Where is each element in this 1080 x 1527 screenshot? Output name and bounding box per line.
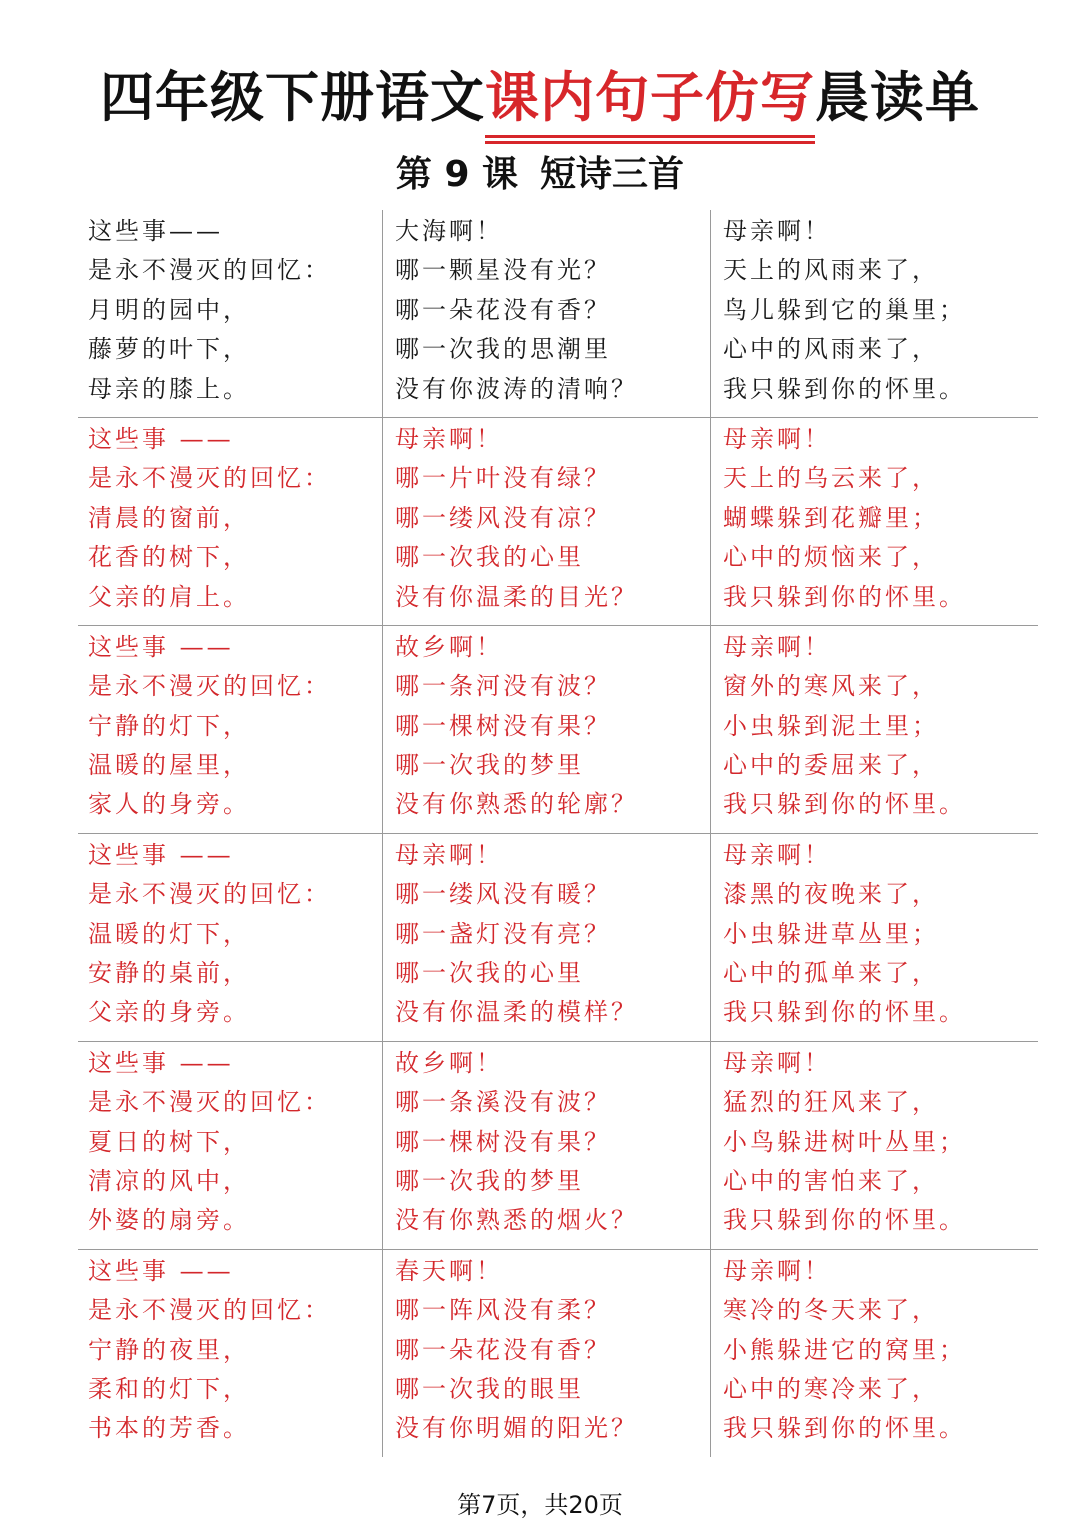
poem-line: 心中的寒冷来了，	[723, 1374, 939, 1403]
poem-three-cell	[710, 1042, 1038, 1249]
poem-line: 心中的风雨来了，	[723, 335, 939, 364]
poem-line: 这些事 ——	[88, 1048, 234, 1077]
poem-line: 心中的害怕来了，	[723, 1166, 939, 1195]
poem-three-cell	[710, 626, 1038, 833]
poem-two-cell	[382, 626, 710, 833]
poem-line: 哪一棵树没有果？	[395, 1127, 611, 1156]
poem-line: 蝴蝶躲到花瓣里；	[723, 503, 939, 532]
poem-line: 哪一次我的眼里	[395, 1374, 584, 1403]
poem-line: 是永不漫灭的回忆：	[88, 1088, 331, 1117]
poem-line: 鸟儿躲到它的巢里；	[723, 295, 966, 324]
poem-one-cell	[78, 1250, 382, 1457]
poem-line: 哪一颗星没有光？	[395, 256, 611, 285]
lesson-heading	[0, 150, 1080, 200]
imitation-poem-row	[78, 834, 1038, 1042]
poem-line: 母亲啊！	[723, 424, 831, 453]
poem-line: 哪一次我的心里	[395, 543, 584, 572]
poem-line: 小鸟躲进树叶丛里；	[723, 1127, 966, 1156]
poem-line: 母亲的膝上。	[88, 374, 250, 403]
poem-line: 故乡啊！	[395, 632, 503, 661]
poem-line: 哪一次我的梦里	[395, 751, 584, 780]
poem-one-cell	[78, 210, 382, 417]
poem-line: 小熊躲进它的窝里；	[723, 1335, 966, 1364]
poem-line: 心中的孤单来了，	[723, 959, 939, 988]
poem-line: 柔和的灯下，	[88, 1374, 250, 1403]
poem-table	[78, 210, 1038, 1457]
poem-line: 我只躲到你的怀里。	[723, 998, 966, 1027]
poem-line: 故乡啊！	[395, 1048, 503, 1077]
title-part-1: 四年级下册语文	[100, 66, 485, 129]
poem-line: 哪一次我的梦里	[395, 1166, 584, 1195]
poem-line: 夏日的树下，	[88, 1127, 250, 1156]
poem-line: 这些事 ——	[88, 840, 234, 869]
poem-two-cell	[382, 834, 710, 1041]
poem-line: 哪一条河没有波？	[395, 672, 611, 701]
poem-line: 天上的乌云来了，	[723, 464, 939, 493]
poem-line: 这些事——	[88, 217, 223, 245]
imitation-poem-row	[78, 418, 1038, 626]
imitation-poem-row	[78, 1042, 1038, 1250]
poem-line: 哪一次我的思潮里	[395, 335, 611, 364]
poem-line: 春天啊！	[395, 1256, 503, 1285]
poem-line: 哪一缕风没有凉？	[395, 503, 611, 532]
page-indicator: 第7页，共20页	[457, 1491, 623, 1519]
poem-line: 藤萝的叶下，	[88, 335, 250, 364]
poem-line: 我只躲到你的怀里。	[723, 1206, 966, 1235]
poem-line: 是永不漫灭的回忆：	[88, 464, 331, 493]
poem-line: 父亲的身旁。	[88, 998, 250, 1027]
poem-line: 天上的风雨来了，	[723, 256, 939, 285]
imitation-poem-row	[78, 1250, 1038, 1457]
poem-line: 是永不漫灭的回忆：	[88, 880, 331, 909]
poem-line: 父亲的肩上。	[88, 582, 250, 611]
lesson-number: 第 9 课	[395, 154, 519, 195]
poem-line: 我只躲到你的怀里。	[723, 790, 966, 819]
poem-line: 是永不漫灭的回忆：	[88, 1296, 331, 1325]
poem-one-cell	[78, 418, 382, 625]
poem-line: 没有你温柔的模样？	[395, 998, 638, 1027]
poem-line: 母亲啊！	[395, 424, 503, 453]
poem-line: 哪一朵花没有香？	[395, 1335, 611, 1364]
poem-line: 心中的烦恼来了，	[723, 543, 939, 572]
title-part-3: 晨读单	[815, 66, 980, 129]
poem-three-cell	[710, 834, 1038, 1041]
poem-line: 母亲啊！	[723, 840, 831, 869]
poem-line: 宁静的灯下，	[88, 711, 250, 740]
poem-line: 温暖的屋里，	[88, 751, 250, 780]
poem-one-cell	[78, 1042, 382, 1249]
poem-line: 没有你熟悉的轮廓？	[395, 790, 638, 819]
original-poem-row	[78, 210, 1038, 418]
lesson-name: 短诗三首	[540, 154, 685, 195]
poem-line: 清凉的风中，	[88, 1166, 250, 1195]
poem-line: 书本的芳香。	[88, 1414, 250, 1443]
poem-line: 这些事 ——	[88, 424, 234, 453]
poem-line: 没有你波涛的清响？	[395, 374, 638, 403]
poem-line: 母亲啊！	[723, 632, 831, 661]
title-highlight: 课内句子仿写	[485, 62, 815, 134]
poem-line: 外婆的扇旁。	[88, 1206, 250, 1235]
poem-line: 哪一缕风没有暖？	[395, 880, 611, 909]
poem-line: 哪一片叶没有绿？	[395, 464, 611, 493]
poem-line: 哪一盏灯没有亮？	[395, 919, 611, 948]
page-title	[0, 62, 1080, 134]
poem-two-cell	[382, 418, 710, 625]
poem-line: 大海啊！	[395, 217, 503, 245]
poem-line: 温暖的灯下，	[88, 919, 250, 948]
poem-line: 哪一棵树没有果？	[395, 711, 611, 740]
poem-line: 寒冷的冬天来了，	[723, 1296, 939, 1325]
poem-line: 花香的树下，	[88, 543, 250, 572]
poem-line: 没有你熟悉的烟火？	[395, 1206, 638, 1235]
poem-line: 宁静的夜里，	[88, 1335, 250, 1364]
poem-line: 没有你温柔的目光？	[395, 582, 638, 611]
poem-three-cell	[710, 1250, 1038, 1457]
poem-two-cell	[382, 1042, 710, 1249]
poem-line: 这些事 ——	[88, 632, 234, 661]
poem-line: 我只躲到你的怀里。	[723, 1414, 966, 1443]
poem-line: 没有你明媚的阳光？	[395, 1414, 638, 1443]
poem-line: 哪一条溪没有波？	[395, 1088, 611, 1117]
poem-line: 这些事 ——	[88, 1256, 234, 1285]
imitation-poem-row	[78, 626, 1038, 834]
poem-line: 心中的委屈来了，	[723, 751, 939, 780]
poem-line: 安静的桌前，	[88, 959, 250, 988]
poem-line: 家人的身旁。	[88, 790, 250, 819]
poem-line: 母亲啊！	[395, 840, 503, 869]
poem-two-cell	[382, 1250, 710, 1457]
poem-line: 母亲啊！	[723, 217, 831, 245]
poem-line: 我只躲到你的怀里。	[723, 374, 966, 403]
poem-line: 清晨的窗前，	[88, 503, 250, 532]
poem-line: 哪一朵花没有香？	[395, 295, 611, 324]
poem-one-cell	[78, 626, 382, 833]
poem-line: 是永不漫灭的回忆：	[88, 672, 331, 701]
poem-line: 小虫躲进草丛里；	[723, 919, 939, 948]
poem-line: 是永不漫灭的回忆：	[88, 256, 331, 285]
poem-line: 母亲啊！	[723, 1048, 831, 1077]
poem-line: 月明的园中，	[88, 295, 250, 324]
poem-line: 小虫躲到泥土里；	[723, 711, 939, 740]
poem-line: 猛烈的狂风来了，	[723, 1088, 939, 1117]
poem-line: 哪一阵风没有柔？	[395, 1296, 611, 1325]
poem-three-cell	[710, 418, 1038, 625]
poem-line: 漆黑的夜晚来了，	[723, 880, 939, 909]
poem-line: 母亲啊！	[723, 1256, 831, 1285]
poem-line: 我只躲到你的怀里。	[723, 582, 966, 611]
poem-line: 哪一次我的心里	[395, 959, 584, 988]
poem-two-cell	[382, 210, 710, 417]
poem-three-cell	[710, 210, 1038, 417]
poem-line: 窗外的寒风来了，	[723, 672, 939, 701]
poem-one-cell	[78, 834, 382, 1041]
